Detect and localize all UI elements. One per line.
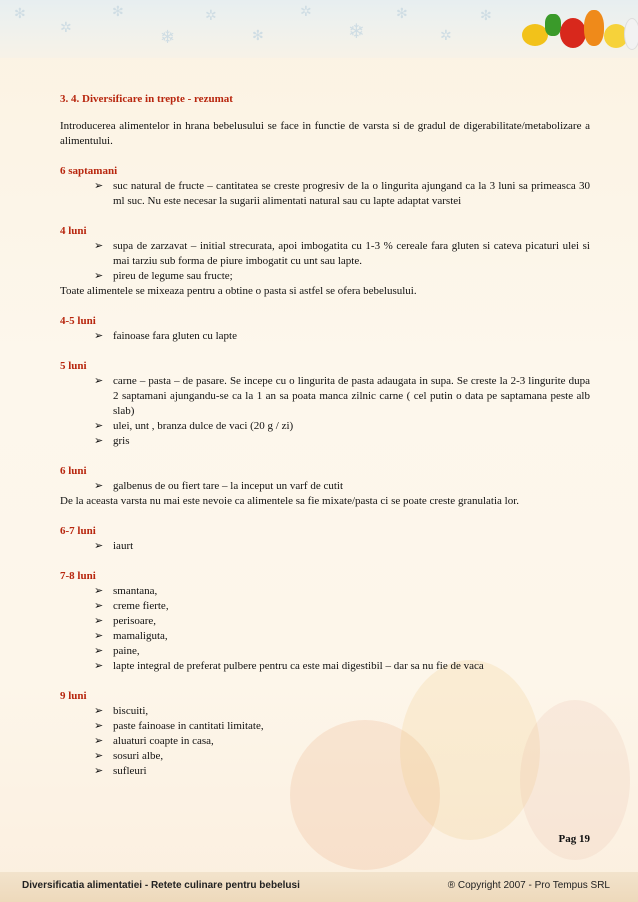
snowflake-icon: ✲ <box>60 21 72 36</box>
arrow-bullet-icon: ➢ <box>94 420 104 432</box>
food-item-text: supa de zarzavat – initial strecurata, apoi imbogatita cu 1-3 % cereale fara gluten si cateva picaturi ulei si mai tarziu sub forma de piure imbogatit cu unt sau lapte. <box>113 240 590 267</box>
snowflake-icon: ✲ <box>300 5 312 20</box>
age-section-title: 9 luni <box>60 690 87 702</box>
arrow-bullet-icon: ➢ <box>94 660 104 672</box>
food-item-text: biscuiti, <box>113 705 149 717</box>
food-list <box>60 329 590 344</box>
arrow-bullet-icon: ➢ <box>94 375 104 387</box>
food-item-text: pireu de legume sau fructe; <box>113 270 233 282</box>
arrow-bullet-icon: ➢ <box>94 540 104 552</box>
arrow-bullet-icon: ➢ <box>94 600 104 612</box>
page-footer <box>0 872 638 902</box>
food-list <box>60 584 590 674</box>
food-list-item <box>60 539 590 554</box>
food-list-item <box>60 374 590 419</box>
arrow-bullet-icon: ➢ <box>94 765 104 777</box>
snowflake-icon: ✻ <box>480 9 492 24</box>
food-list-item <box>60 659 590 674</box>
food-list-item <box>60 479 590 494</box>
food-list-item <box>60 329 590 344</box>
tomato-icon <box>560 18 586 48</box>
arrow-bullet-icon: ➢ <box>94 645 104 657</box>
food-list <box>60 479 590 494</box>
food-item-text: fainoase fara gluten cu lapte <box>113 330 237 342</box>
leaf-icon <box>545 14 561 36</box>
food-item-text: galbenus de ou fiert tare – la inceput un varf de cutit <box>113 480 343 492</box>
arrow-bullet-icon: ➢ <box>94 330 104 342</box>
snowflake-icon: ✲ <box>205 9 217 24</box>
food-list-item <box>60 734 590 749</box>
food-item-text: aluaturi coapte in casa, <box>113 735 214 747</box>
arrow-bullet-icon: ➢ <box>94 750 104 762</box>
food-list <box>60 539 590 554</box>
snowflake-icon: ✲ <box>440 29 452 44</box>
food-item-text: sosuri albe, <box>113 750 164 762</box>
snowflake-icon: ✻ <box>396 7 408 22</box>
food-list-item <box>60 584 590 599</box>
arrow-bullet-icon: ➢ <box>94 270 104 282</box>
food-list-item <box>60 629 590 644</box>
age-section <box>60 689 590 779</box>
age-section <box>60 569 590 674</box>
food-list <box>60 179 590 209</box>
food-item-text: carne – pasta – de pasare. Se incepe cu o lingurita de pasta adaugata in supa. Se creste la 2-3 lingurite dupa 2 saptamani ajungandu-se ca la 1 an sa poata manca zilnic carne ( cel putin o data pe saptamana peste alb slab) <box>113 375 590 417</box>
food-list <box>60 239 590 284</box>
food-item-text: gris <box>113 435 130 447</box>
food-item-text: lapte integral de preferat pulbere pentru ca este mai digestibil – dar sa nu fie de vaca <box>113 660 484 672</box>
food-list-item <box>60 269 590 284</box>
food-item-text: paste fainoase in cantitati limitate, <box>113 720 264 732</box>
footer-copyright: ® Copyright 2007 - Pro Tempus SRL <box>447 880 610 891</box>
age-section <box>60 464 590 509</box>
snowflake-icon: ✻ <box>112 5 124 20</box>
snowflake-icon: ❄ <box>160 27 176 47</box>
intro-paragraph: Introducerea alimentelor in hrana bebelusului se face in functie de varsta si de gradul de digerabilitate/metabolizare a alimentului. <box>60 120 590 147</box>
age-section <box>60 524 590 554</box>
food-list-item <box>60 764 590 779</box>
food-item-text: smantana, <box>113 585 158 597</box>
food-list-item <box>60 179 590 209</box>
age-section <box>60 314 590 344</box>
document-content <box>60 92 590 794</box>
arrow-bullet-icon: ➢ <box>94 585 104 597</box>
section-note: De la aceasta varsta nu mai este nevoie ca alimentele sa fie mixate/pasta ci se poate creste granulatia lor. <box>60 495 520 507</box>
age-section-title: 6-7 luni <box>60 525 96 537</box>
decorative-header-band <box>0 0 638 58</box>
food-item-text: perisoare, <box>113 615 157 627</box>
food-item-text: creme fierte, <box>113 600 169 612</box>
food-list-item <box>60 644 590 659</box>
food-list <box>60 374 590 449</box>
food-item-text: iaurt <box>113 540 134 552</box>
garlic-icon <box>624 18 638 50</box>
arrow-bullet-icon: ➢ <box>94 615 104 627</box>
section-note: Toate alimentele se mixeaza pentru a obtine o pasta si astfel se ofera bebelusului. <box>60 285 417 297</box>
section-heading: 3. 4. Diversificare in trepte - rezumat <box>60 93 233 105</box>
page-number: Pag 19 <box>558 833 590 845</box>
carrot-icon <box>584 10 604 46</box>
food-item-text: suc natural de fructe – cantitatea se creste progresiv de la o lingurita ajungand ca la 3 luni sa primeasca 30 ml suc. Nu este necesar la sugarii alimentati natural sau cu lapte adaptat varstei <box>113 180 590 207</box>
arrow-bullet-icon: ➢ <box>94 630 104 642</box>
food-item-text: sufleuri <box>113 765 147 777</box>
food-item-text: mamaliguta, <box>113 630 168 642</box>
arrow-bullet-icon: ➢ <box>94 180 104 192</box>
age-section <box>60 224 590 299</box>
footer-title: Diversificatia alimentatiei - Retete culinare pentru bebelusi <box>22 880 300 891</box>
food-list-item <box>60 614 590 629</box>
age-section-title: 5 luni <box>60 360 87 372</box>
arrow-bullet-icon: ➢ <box>94 435 104 447</box>
age-section-title: 7-8 luni <box>60 570 96 582</box>
age-section-title: 4 luni <box>60 225 87 237</box>
food-list-item <box>60 719 590 734</box>
arrow-bullet-icon: ➢ <box>94 720 104 732</box>
arrow-bullet-icon: ➢ <box>94 480 104 492</box>
food-list-item <box>60 749 590 764</box>
food-list-item <box>60 704 590 719</box>
food-list-item <box>60 419 590 434</box>
food-list-item <box>60 434 590 449</box>
food-item-text: ulei, unt , branza dulce de vaci (20 g / zi) <box>113 420 294 432</box>
age-sections <box>60 164 590 779</box>
age-section-title: 4-5 luni <box>60 315 96 327</box>
age-section <box>60 359 590 449</box>
age-section <box>60 164 590 209</box>
food-list <box>60 704 590 779</box>
arrow-bullet-icon: ➢ <box>94 735 104 747</box>
food-item-text: paine, <box>113 645 140 657</box>
snowflake-icon: ✻ <box>14 7 26 22</box>
snowflake-icon: ✻ <box>252 29 264 44</box>
arrow-bullet-icon: ➢ <box>94 705 104 717</box>
age-section-title: 6 luni <box>60 465 87 477</box>
food-list-item <box>60 599 590 614</box>
arrow-bullet-icon: ➢ <box>94 240 104 252</box>
food-list-item <box>60 239 590 269</box>
snowflake-icon: ❄ <box>348 21 365 43</box>
age-section-title: 6 saptamani <box>60 165 118 177</box>
